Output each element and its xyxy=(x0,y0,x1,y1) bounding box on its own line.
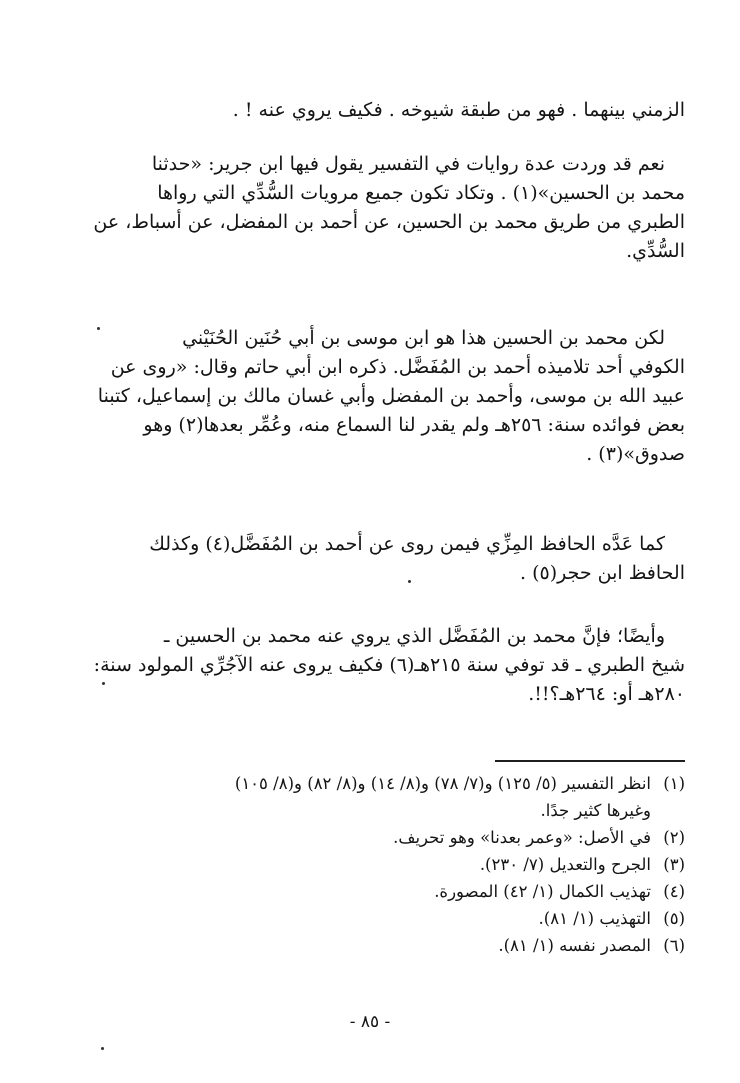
scan-speck xyxy=(408,580,411,583)
text-line: عبيد الله بن موسى، وأحمد بن المفضل وأبي غسان مالك بن إسماعيل، كتبنا xyxy=(97,385,685,407)
footnotes xyxy=(45,770,685,959)
footnote-4 xyxy=(45,878,685,905)
text-line: لكن محمد بن الحسين هذا هو ابن موسى بن أبي حُنَين الحُنَيْني xyxy=(182,327,665,349)
footnote-5 xyxy=(45,905,685,932)
text-line: صدوق»(٣) . xyxy=(586,443,685,465)
text-line: الحافظ ابن حجر(٥) . xyxy=(520,562,685,584)
paragraph-3 xyxy=(45,324,685,469)
footnote-number: (٦) xyxy=(663,936,685,955)
footnote-text: التهذيب (١/ ٨١). xyxy=(538,909,651,928)
text-line: السُّدِّي. xyxy=(626,240,685,262)
scan-speck xyxy=(102,682,105,685)
footnote-number: (٥) xyxy=(663,909,685,928)
footnote-number: (٣) xyxy=(663,855,685,874)
page-number: - ٨٥ - xyxy=(349,1012,391,1032)
footnote-1 xyxy=(45,770,685,797)
footnote-text: تهذيب الكمال (١/ ٤٢) المصورة. xyxy=(434,882,651,901)
footnote-number: (١) xyxy=(663,774,685,793)
text-line: وأيضًا؛ فإنَّ محمد بن المُفَضَّل الذي يروي عنه محمد بن الحسين ـ xyxy=(163,625,665,647)
paragraph-1 xyxy=(45,96,685,125)
text-line: بعض فوائده سنة: ٢٥٦هـ ولم يقدر لنا السماع منه، وعُمِّر بعدها(٢) وهو xyxy=(143,414,685,436)
scan-speck xyxy=(101,1047,104,1050)
footnote-number: (٤) xyxy=(663,882,685,901)
text-line: نعم قد وردت عدة روايات في التفسير يقول فيها ابن جرير: «حدثنا xyxy=(151,153,665,175)
text-line: كما عَدَّه الحافظ المِزِّي فيمن روى عن أحمد بن المُفَضَّل(٤) وكذلك xyxy=(149,533,665,555)
footnote-2 xyxy=(45,824,685,851)
footnote-1-continuation: وغيرها كثير جدًا. xyxy=(540,801,651,820)
text-line: محمد بن الحسين»(١) . وتكاد تكون جميع مرويات السُّدِّي التي رواها xyxy=(157,182,685,204)
footnote-text: المصدر نفسه (١/ ٨١). xyxy=(498,936,651,955)
text-line: الطبري من طريق محمد بن الحسين، عن أحمد بن المفضل، عن أسباط، عن xyxy=(93,211,685,233)
text-line: الزمني بينهما . فهو من طبقة شيوخه . فكيف يروي عنه ! . xyxy=(232,99,685,121)
footnote-3 xyxy=(45,851,685,878)
text-line: شيخ الطبري ـ قد توفي سنة ٢١٥هـ(٦) فكيف يروى عنه الآجُرِّي المولود سنة: xyxy=(93,654,685,676)
footnote-text: الجرح والتعديل (٧/ ٢٣٠). xyxy=(479,855,651,874)
scan-speck xyxy=(97,327,100,330)
text-line: الكوفي أحد تلاميذه أحمد بن المُفَضَّل. ذكره ابن أبي حاتم وقال: «روى عن xyxy=(110,356,685,378)
footnote-number: (٢) xyxy=(663,828,685,847)
footnote-text: في الأصل: «وعمر بعدنا» وهو تحريف. xyxy=(393,828,651,847)
footnote-6 xyxy=(45,932,685,959)
paragraph-5 xyxy=(45,622,685,709)
footnote-text: انظر التفسير (٥/ ١٢٥) و(٧/ ٧٨) و(٨/ ١٤) و(٨/ ٨٢) و(٨/ ١٠٥) xyxy=(234,774,651,793)
text-line: ٢٨٠هـ أو: ٢٦٤هـ؟!!. xyxy=(528,683,685,705)
paragraph-4 xyxy=(45,530,685,588)
paragraph-2 xyxy=(45,150,685,266)
footnote-divider xyxy=(495,760,685,762)
